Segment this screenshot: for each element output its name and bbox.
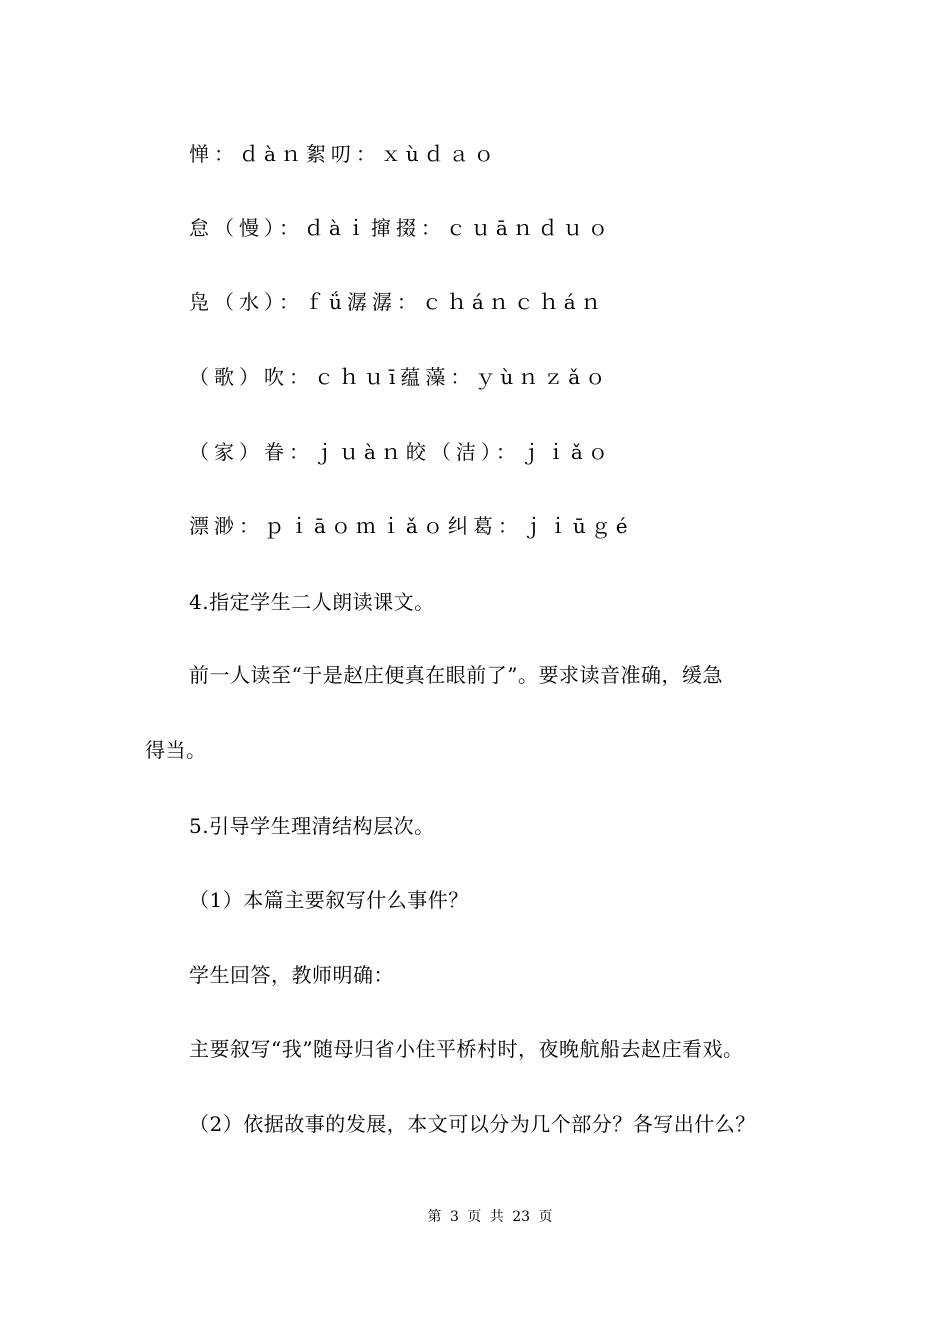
vocab-line-6: 漂渺：ｐｉāｏｍｉǎｏ纠葛：ｊｉūｇé	[189, 514, 633, 538]
question-1: （1）本篇主要叙写什么事件？	[189, 888, 469, 912]
answer-text: 主要叙写“我”随母归省小住平桥村时，夜晚航船去赵庄看戏。	[189, 1037, 744, 1061]
vocab-line-4: （歌）吹：ｃｈｕī蕴藻：ｙùｎｚǎｏ	[189, 365, 611, 389]
step-4-detail-line-1: 前一人读至“于是赵庄便真在眼前了”。要求读音准确，缓急	[189, 663, 723, 687]
step-4-heading: 4.指定学生二人朗读课文。	[189, 590, 435, 614]
vocab-line-5: （家）眷：ｊｕàｎ皎（洁）：ｊｉǎｏ	[189, 440, 613, 464]
vocab-line-2: 怠（慢）：ｄàｉ撺掇：ｃｕāｎｄｕｏ	[189, 216, 613, 240]
vocab-line-1: 惮：ｄàｎ絮叨：ｘùｄａｏ	[189, 142, 499, 166]
page-number-footer: 第 3 页 共 23 页	[427, 1209, 553, 1225]
question-2: （2）依据故事的发展，本文可以分为几个部分？各写出什么？	[189, 1112, 756, 1136]
step-5-heading: 5.引导学生理清结构层次。	[189, 814, 435, 838]
step-4-detail-line-2: 得当。	[145, 738, 207, 762]
vocab-line-3: 凫（水）：ｆǘ潺潺：ｃｈáｎｃｈáｎ	[189, 290, 606, 314]
answer-intro: 学生回答，教师明确：	[189, 963, 394, 987]
